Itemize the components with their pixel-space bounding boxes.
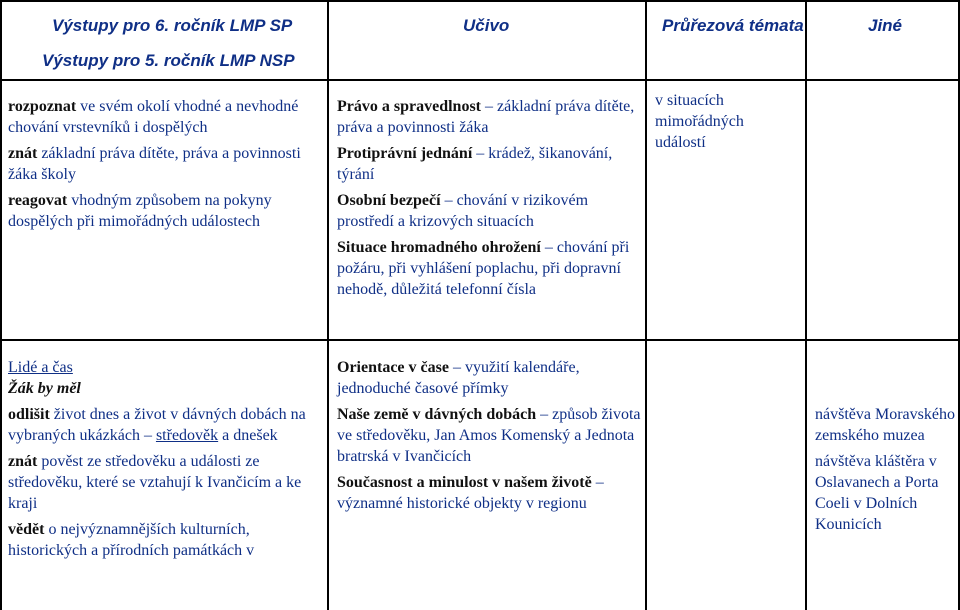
curriculum-text: chování při požáru, při vyhlášení poplachu, při dopravní nehodě, důležitá telefonní čísla [337, 239, 630, 298]
other-item: návštěva kláštěra v Oslavanech a Porta Coeli v Dolních Kounicích [815, 453, 939, 533]
col2-left-border [327, 0, 329, 610]
curriculum-title: Situace hromadného ohrožení [337, 239, 541, 256]
row1-curriculum: Právo a spravedlnost – základní práva dítěte, práva a povinnosti žáka Protiprávní jednání – krádež, šikanování, týrání Osobní bezpečí – chování v rizikovém prostředí a krizových situacích Situace hromadného ohrožení – chování při požáru, při vyhlášení poplachu, při dopravní nehodě, důležitá telefonní čísla [337, 98, 635, 298]
col3-left-border [645, 0, 647, 610]
output-text-underlined: středověk [155, 427, 219, 444]
output-text: ve svém okolí vhodné a nevhodné chování vrstevníků i dospělých [8, 98, 299, 136]
curriculum-title: Naše země v dávných dobách [337, 406, 537, 423]
curriculum-title: Právo a spravedlnost [337, 98, 481, 115]
other-item: návštěva Moravského zemského muzea [815, 406, 955, 444]
header-other: Jiné [868, 16, 903, 35]
output-text: základní práva dítěte, práva a povinnosti žáka školy [8, 145, 301, 183]
row1-bottom-border [0, 339, 960, 341]
output-verb: znát [8, 145, 38, 162]
row2-outputs [8, 357, 326, 566]
output-verb: vědět [8, 521, 45, 538]
header-bottom-border [0, 79, 960, 81]
output-verb: znát [8, 453, 38, 470]
curriculum-title: Osobní bezpečí [337, 192, 441, 209]
row1-cross-topics: v situacích mimořádných událostí [655, 92, 744, 151]
curriculum-title: Současnost a minulost v našem životě [337, 474, 592, 491]
header-outputs-6: Výstupy pro 6. ročník LMP SP [52, 16, 293, 35]
curriculum-text: chování v rizikovém prostředí a krizových situacích [337, 192, 589, 230]
header-outputs-5: Výstupy pro 5. ročník LMP NSP [42, 51, 295, 70]
output-text: život dnes a život v dávných dobách na vybraných ukázkách – [8, 406, 306, 444]
header-cross-topics: Průřezová témata [662, 16, 804, 35]
col1-left-border [0, 0, 2, 610]
section-subheading: Žák by měl [8, 380, 81, 397]
curriculum-title: Protiprávní jednání [337, 145, 473, 162]
header-curriculum: Učivo [463, 16, 510, 35]
output-text: pověst ze středověku a události ze středověku, které se vztahují k Ivančicím a ke kraji [8, 453, 302, 512]
section-heading: Lidé a čas [8, 359, 73, 376]
curriculum-text: – významné historické objekty v regionu [337, 474, 604, 512]
col4-left-border [805, 0, 807, 610]
row2-curriculum: Orientace v čase – využití kalendáře, jednoduché časové přímky Naše země v dávných dobách – způsob života ve středověku, Jan Amos Komenský a Jednota bratrská v Ivančicích Současnost a minulost v našem životě – významné historické objekty v regionu [337, 359, 641, 512]
output-text: o nejvýznamnějších kulturních, historických a přírodních památkách v [8, 521, 255, 559]
curriculum-text: základní práva dítěte, práva a povinnosti žáka [337, 98, 635, 136]
table-top-border [0, 0, 960, 2]
output-text-tail: a dnešek [222, 427, 278, 444]
curriculum-text: využití kalendáře, jednoduché časové přímky [337, 359, 580, 397]
curriculum-text: krádež, šikanování, týrání [337, 145, 613, 183]
output-verb: rozpoznat [8, 98, 77, 115]
output-text: vhodným způsobem na pokyny dospělých při mimořádných událostech [8, 192, 272, 230]
curriculum-title: Orientace v čase [337, 359, 449, 376]
output-verb: odlišit [8, 406, 50, 423]
row2-other [815, 404, 955, 540]
output-verb: reagovat [8, 192, 68, 209]
row1-outputs [8, 96, 326, 237]
curriculum-text: způsob života ve středověku, Jan Amos Komenský a Jednota bratrská v Ivančicích [337, 406, 641, 465]
